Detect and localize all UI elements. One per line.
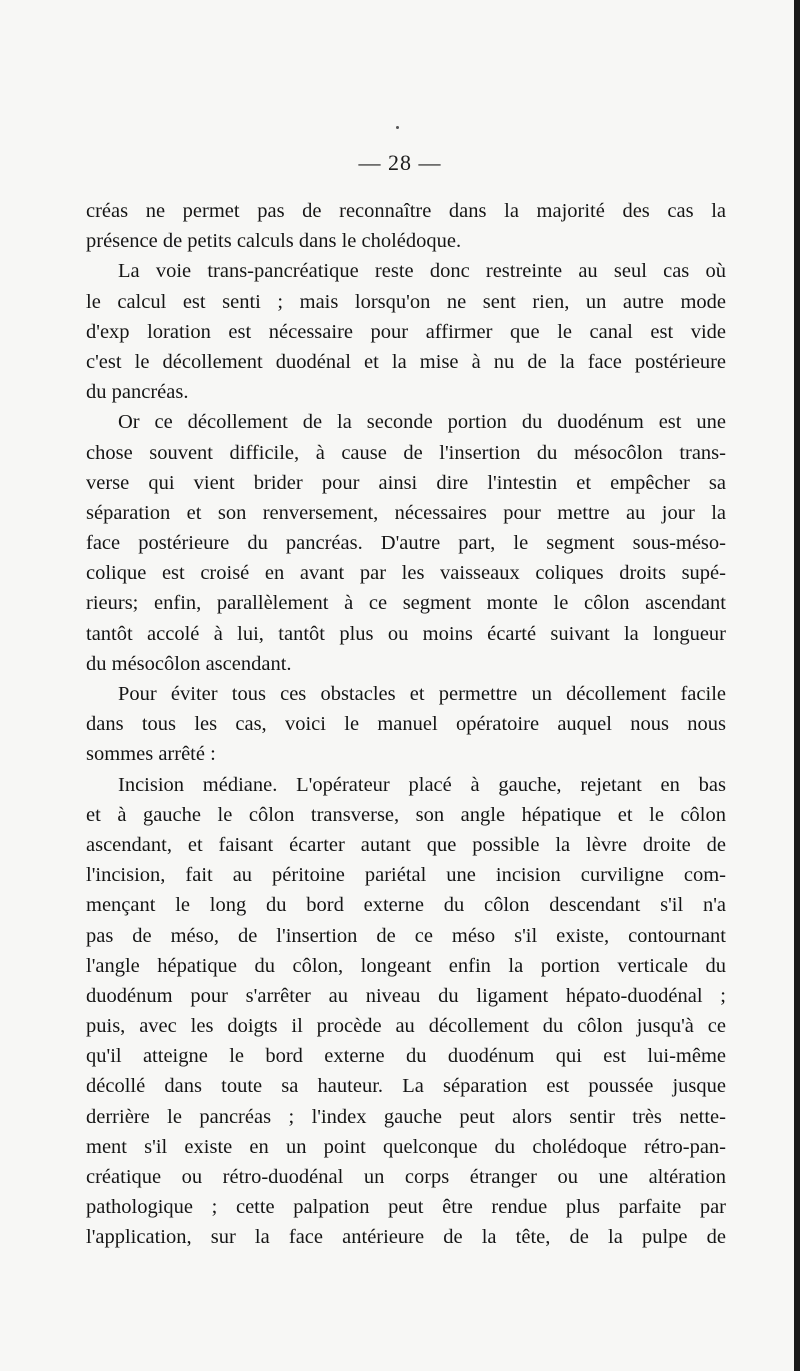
text-line: rieurs; enfin, parallèlement à ce segment monte le côlon ascendant xyxy=(86,592,726,615)
text-line: et à gauche le côlon transverse, son angle hépatique et le côlon xyxy=(86,803,726,826)
paragraph xyxy=(86,770,726,1253)
text-line: tantôt accolé à lui, tantôt plus ou moins écarté suivant la longueur xyxy=(86,622,726,645)
text-line: ascendant, et faisant écarter autant que possible la lèvre droite de xyxy=(86,833,726,856)
text-line: c'est le décollement duodénal et la mise à nu de la face postérieure xyxy=(86,350,726,373)
text-line: d'exp loration est nécessaire pour affirmer que le canal est vide xyxy=(86,320,726,343)
text-line: pathologique ; cette palpation peut être rendue plus parfaite par xyxy=(86,1196,726,1219)
text-line: l'application, sur la face antérieure de la tête, de la pulpe de xyxy=(86,1226,726,1249)
paragraph xyxy=(86,196,726,256)
body-text xyxy=(86,196,726,1253)
text-line: Incision médiane. L'opérateur placé à gauche, rejetant en bas xyxy=(118,773,726,796)
text-line: du pancréas. xyxy=(86,381,189,404)
paragraph xyxy=(86,679,726,770)
text-line: derrière le pancréas ; l'index gauche peut alors sentir très nette- xyxy=(86,1105,726,1128)
text-line: qu'il atteigne le bord externe du duodénum qui est lui-même xyxy=(86,1045,726,1068)
text-line: sommes arrêté : xyxy=(86,743,216,766)
text-line: pas de méso, de l'insertion de ce méso s'il existe, contournant xyxy=(86,924,726,947)
text-line: décollé dans toute sa hauteur. La séparation est poussée jusque xyxy=(86,1075,726,1098)
text-line: créas ne permet pas de reconnaître dans la majorité des cas la xyxy=(86,200,726,222)
page-edge-shadow xyxy=(794,0,800,1371)
paragraph xyxy=(86,256,726,407)
ink-dot xyxy=(396,126,399,129)
text-line: mençant le long du bord externe du côlon descendant s'il n'a xyxy=(86,894,726,917)
text-line: l'incision, fait au péritoine pariétal une incision curviligne com- xyxy=(86,864,726,887)
text-line: ment s'il existe en un point quelconque du cholédoque rétro-pan- xyxy=(86,1135,726,1158)
text-line: chose souvent difficile, à cause de l'insertion du mésocôlon trans- xyxy=(86,441,726,464)
text-line: Or ce décollement de la seconde portion du duodénum est une xyxy=(118,411,726,434)
text-line: colique est croisé en avant par les vaisseaux coliques droits supé- xyxy=(86,562,726,585)
page-number: — 28 — xyxy=(358,150,442,175)
text-line: le calcul est senti ; mais lorsqu'on ne sent rien, un autre mode xyxy=(86,290,726,313)
text-line: présence de petits calculs dans le cholédoque. xyxy=(86,230,462,253)
paragraph xyxy=(86,407,726,679)
text-line: l'angle hépatique du côlon, longeant enfin la portion verticale du xyxy=(86,954,726,977)
text-line: verse qui vient brider pour ainsi dire l'intestin et empêcher sa xyxy=(86,471,726,494)
text-line: face postérieure du pancréas. D'autre part, le segment sous-méso- xyxy=(86,532,726,555)
text-line: du mésocôlon ascendant. xyxy=(86,652,292,675)
text-line: créatique ou rétro-duodénal un corps étranger ou une altération xyxy=(86,1166,726,1188)
text-line: dans tous les cas, voici le manuel opératoire auquel nous nous xyxy=(86,713,726,736)
text-line: séparation et son renversement, nécessaires pour mettre au jour la xyxy=(86,501,726,524)
text-line: Pour éviter tous ces obstacles et permettre un décollement facile xyxy=(118,683,726,705)
text-line: La voie trans-pancréatique reste donc restreinte au seul cas où xyxy=(118,260,726,283)
text-line: puis, avec les doigts il procède au décollement du côlon jusqu'à ce xyxy=(86,1015,726,1038)
text-line: duodénum pour s'arrêter au niveau du ligament hépato-duodénal ; xyxy=(86,984,726,1007)
